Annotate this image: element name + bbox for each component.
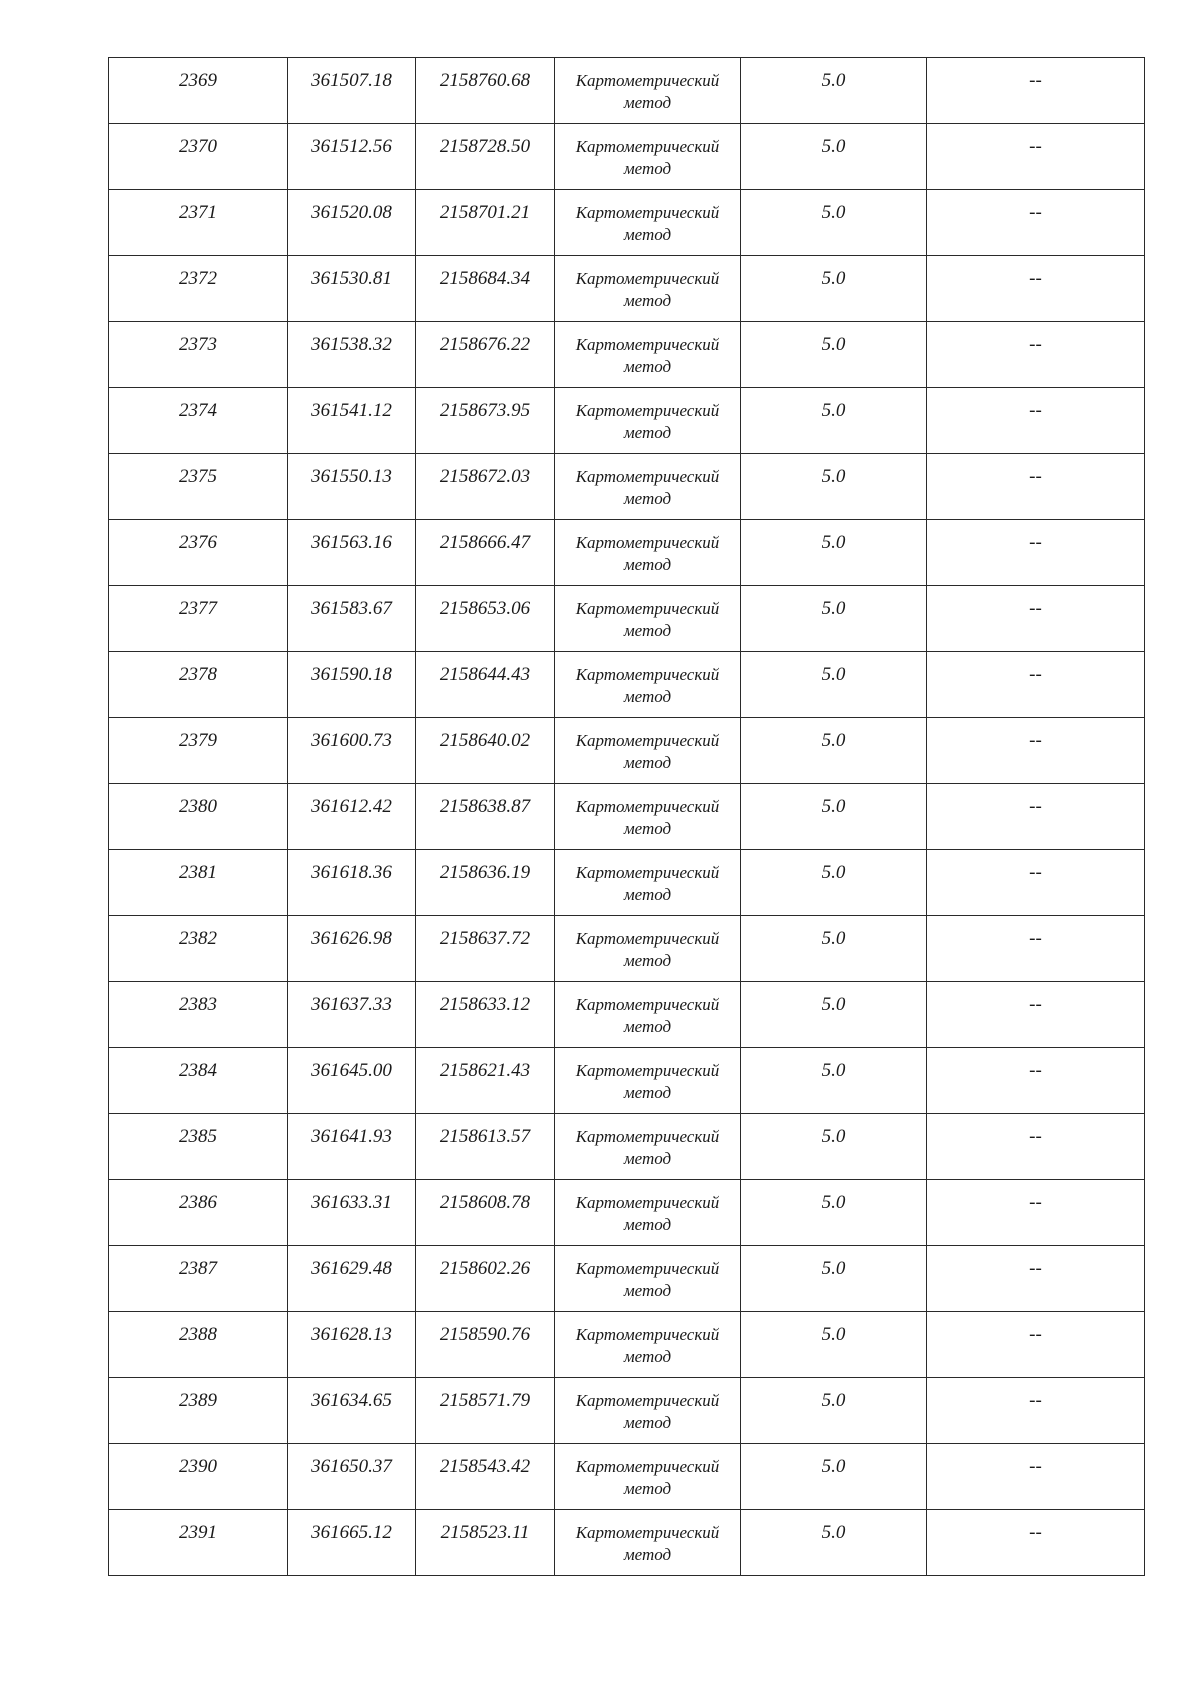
point-number-cell: 2371 bbox=[109, 190, 288, 256]
method-line-2: метод bbox=[623, 687, 672, 706]
point-number-cell: 2386 bbox=[109, 1180, 288, 1246]
method-line-1: Картометрический bbox=[575, 203, 720, 222]
method-line-1: Картометрический bbox=[575, 335, 720, 354]
method-cell bbox=[555, 1510, 741, 1576]
note-cell: -- bbox=[927, 1510, 1145, 1576]
point-number-cell: 2379 bbox=[109, 718, 288, 784]
note-cell: -- bbox=[927, 1246, 1145, 1312]
method-line-2: метод bbox=[623, 159, 672, 178]
method-line-2: метод bbox=[623, 555, 672, 574]
note-cell: -- bbox=[927, 982, 1145, 1048]
accuracy-cell: 5.0 bbox=[741, 982, 927, 1048]
x-coordinate-cell: 361583.67 bbox=[288, 586, 416, 652]
table-row bbox=[109, 520, 1145, 586]
table-row bbox=[109, 1114, 1145, 1180]
y-coordinate-cell: 2158644.43 bbox=[416, 652, 555, 718]
method-cell bbox=[555, 454, 741, 520]
y-coordinate-cell: 2158640.02 bbox=[416, 718, 555, 784]
method-line-2: метод bbox=[623, 1545, 672, 1564]
x-coordinate-cell: 361626.98 bbox=[288, 916, 416, 982]
note-cell: -- bbox=[927, 190, 1145, 256]
method-line-1: Картометрический bbox=[575, 1457, 720, 1476]
note-cell: -- bbox=[927, 1048, 1145, 1114]
note-cell: -- bbox=[927, 652, 1145, 718]
method-line-1: Картометрический bbox=[575, 731, 720, 750]
point-number-cell: 2382 bbox=[109, 916, 288, 982]
note-cell: -- bbox=[927, 1312, 1145, 1378]
point-number-cell: 2377 bbox=[109, 586, 288, 652]
y-coordinate-cell: 2158637.72 bbox=[416, 916, 555, 982]
method-line-1: Картометрический bbox=[575, 1259, 720, 1278]
x-coordinate-cell: 361618.36 bbox=[288, 850, 416, 916]
note-cell: -- bbox=[927, 124, 1145, 190]
point-number-cell: 2372 bbox=[109, 256, 288, 322]
accuracy-cell: 5.0 bbox=[741, 58, 927, 124]
note-cell: -- bbox=[927, 322, 1145, 388]
accuracy-cell: 5.0 bbox=[741, 388, 927, 454]
table-row bbox=[109, 454, 1145, 520]
x-coordinate-cell: 361520.08 bbox=[288, 190, 416, 256]
x-coordinate-cell: 361507.18 bbox=[288, 58, 416, 124]
note-cell: -- bbox=[927, 520, 1145, 586]
method-cell bbox=[555, 784, 741, 850]
method-line-1: Картометрический bbox=[575, 1061, 720, 1080]
method-line-1: Картометрический bbox=[575, 401, 720, 420]
method-line-1: Картометрический bbox=[575, 1127, 720, 1146]
table-row bbox=[109, 652, 1145, 718]
x-coordinate-cell: 361633.31 bbox=[288, 1180, 416, 1246]
table-body bbox=[109, 58, 1145, 1576]
point-number-cell: 2387 bbox=[109, 1246, 288, 1312]
method-cell bbox=[555, 916, 741, 982]
accuracy-cell: 5.0 bbox=[741, 322, 927, 388]
note-cell: -- bbox=[927, 586, 1145, 652]
note-cell: -- bbox=[927, 1378, 1145, 1444]
note-cell: -- bbox=[927, 454, 1145, 520]
note-cell: -- bbox=[927, 1114, 1145, 1180]
method-line-2: метод bbox=[623, 1281, 672, 1300]
point-number-cell: 2376 bbox=[109, 520, 288, 586]
method-line-1: Картометрический bbox=[575, 1523, 720, 1542]
accuracy-cell: 5.0 bbox=[741, 1048, 927, 1114]
y-coordinate-cell: 2158608.78 bbox=[416, 1180, 555, 1246]
accuracy-cell: 5.0 bbox=[741, 520, 927, 586]
note-cell: -- bbox=[927, 718, 1145, 784]
accuracy-cell: 5.0 bbox=[741, 1114, 927, 1180]
x-coordinate-cell: 361629.48 bbox=[288, 1246, 416, 1312]
method-line-1: Картометрический bbox=[575, 929, 720, 948]
point-number-cell: 2380 bbox=[109, 784, 288, 850]
method-line-2: метод bbox=[623, 423, 672, 442]
method-line-1: Картометрический bbox=[575, 269, 720, 288]
table-row bbox=[109, 124, 1145, 190]
accuracy-cell: 5.0 bbox=[741, 1444, 927, 1510]
method-line-2: метод bbox=[623, 1017, 672, 1036]
x-coordinate-cell: 361645.00 bbox=[288, 1048, 416, 1114]
point-number-cell: 2391 bbox=[109, 1510, 288, 1576]
method-line-2: метод bbox=[623, 819, 672, 838]
y-coordinate-cell: 2158571.79 bbox=[416, 1378, 555, 1444]
y-coordinate-cell: 2158523.11 bbox=[416, 1510, 555, 1576]
accuracy-cell: 5.0 bbox=[741, 1312, 927, 1378]
accuracy-cell: 5.0 bbox=[741, 124, 927, 190]
table-row bbox=[109, 1180, 1145, 1246]
table-row bbox=[109, 1048, 1145, 1114]
x-coordinate-cell: 361550.13 bbox=[288, 454, 416, 520]
accuracy-cell: 5.0 bbox=[741, 586, 927, 652]
point-number-cell: 2373 bbox=[109, 322, 288, 388]
method-line-2: метод bbox=[623, 1215, 672, 1234]
point-number-cell: 2385 bbox=[109, 1114, 288, 1180]
method-cell bbox=[555, 1444, 741, 1510]
method-cell bbox=[555, 652, 741, 718]
method-line-2: метод bbox=[623, 1479, 672, 1498]
accuracy-cell: 5.0 bbox=[741, 1378, 927, 1444]
table-row bbox=[109, 982, 1145, 1048]
y-coordinate-cell: 2158543.42 bbox=[416, 1444, 555, 1510]
method-line-1: Картометрический bbox=[575, 797, 720, 816]
method-cell bbox=[555, 322, 741, 388]
x-coordinate-cell: 361538.32 bbox=[288, 322, 416, 388]
method-cell bbox=[555, 1114, 741, 1180]
accuracy-cell: 5.0 bbox=[741, 652, 927, 718]
table-row bbox=[109, 1312, 1145, 1378]
y-coordinate-cell: 2158590.76 bbox=[416, 1312, 555, 1378]
point-number-cell: 2369 bbox=[109, 58, 288, 124]
method-cell bbox=[555, 982, 741, 1048]
method-line-1: Картометрический bbox=[575, 995, 720, 1014]
x-coordinate-cell: 361637.33 bbox=[288, 982, 416, 1048]
x-coordinate-cell: 361541.12 bbox=[288, 388, 416, 454]
x-coordinate-cell: 361628.13 bbox=[288, 1312, 416, 1378]
method-line-2: метод bbox=[623, 357, 672, 376]
method-line-1: Картометрический bbox=[575, 665, 720, 684]
method-line-2: метод bbox=[623, 1347, 672, 1366]
method-line-1: Картометрический bbox=[575, 533, 720, 552]
table-row bbox=[109, 916, 1145, 982]
x-coordinate-cell: 361512.56 bbox=[288, 124, 416, 190]
y-coordinate-cell: 2158684.34 bbox=[416, 256, 555, 322]
table-row bbox=[109, 256, 1145, 322]
accuracy-cell: 5.0 bbox=[741, 190, 927, 256]
note-cell: -- bbox=[927, 256, 1145, 322]
y-coordinate-cell: 2158728.50 bbox=[416, 124, 555, 190]
y-coordinate-cell: 2158621.43 bbox=[416, 1048, 555, 1114]
method-line-1: Картометрический bbox=[575, 1193, 720, 1212]
method-line-1: Картометрический bbox=[575, 863, 720, 882]
table-row bbox=[109, 850, 1145, 916]
accuracy-cell: 5.0 bbox=[741, 1180, 927, 1246]
point-number-cell: 2374 bbox=[109, 388, 288, 454]
note-cell: -- bbox=[927, 850, 1145, 916]
accuracy-cell: 5.0 bbox=[741, 784, 927, 850]
method-line-2: метод bbox=[623, 93, 672, 112]
y-coordinate-cell: 2158666.47 bbox=[416, 520, 555, 586]
method-line-1: Картометрический bbox=[575, 71, 720, 90]
method-line-1: Картометрический bbox=[575, 599, 720, 618]
method-cell bbox=[555, 124, 741, 190]
method-cell bbox=[555, 190, 741, 256]
y-coordinate-cell: 2158602.26 bbox=[416, 1246, 555, 1312]
x-coordinate-cell: 361634.65 bbox=[288, 1378, 416, 1444]
table-row bbox=[109, 1510, 1145, 1576]
method-line-2: метод bbox=[623, 291, 672, 310]
x-coordinate-cell: 361650.37 bbox=[288, 1444, 416, 1510]
x-coordinate-cell: 361590.18 bbox=[288, 652, 416, 718]
method-line-1: Картометрический bbox=[575, 467, 720, 486]
accuracy-cell: 5.0 bbox=[741, 1510, 927, 1576]
method-line-2: метод bbox=[623, 885, 672, 904]
accuracy-cell: 5.0 bbox=[741, 256, 927, 322]
note-cell: -- bbox=[927, 784, 1145, 850]
x-coordinate-cell: 361665.12 bbox=[288, 1510, 416, 1576]
x-coordinate-cell: 361563.16 bbox=[288, 520, 416, 586]
method-cell bbox=[555, 718, 741, 784]
method-cell bbox=[555, 1378, 741, 1444]
y-coordinate-cell: 2158760.68 bbox=[416, 58, 555, 124]
method-cell bbox=[555, 1048, 741, 1114]
table-row bbox=[109, 190, 1145, 256]
y-coordinate-cell: 2158613.57 bbox=[416, 1114, 555, 1180]
x-coordinate-cell: 361600.73 bbox=[288, 718, 416, 784]
table-row bbox=[109, 1246, 1145, 1312]
method-line-2: метод bbox=[623, 1083, 672, 1102]
note-cell: -- bbox=[927, 388, 1145, 454]
y-coordinate-cell: 2158638.87 bbox=[416, 784, 555, 850]
y-coordinate-cell: 2158673.95 bbox=[416, 388, 555, 454]
coordinates-table bbox=[108, 57, 1145, 1576]
y-coordinate-cell: 2158636.19 bbox=[416, 850, 555, 916]
method-line-2: метод bbox=[623, 951, 672, 970]
method-line-2: метод bbox=[623, 1149, 672, 1168]
point-number-cell: 2378 bbox=[109, 652, 288, 718]
y-coordinate-cell: 2158676.22 bbox=[416, 322, 555, 388]
table-row bbox=[109, 58, 1145, 124]
table-row bbox=[109, 1444, 1145, 1510]
method-line-2: метод bbox=[623, 225, 672, 244]
method-cell bbox=[555, 1312, 741, 1378]
point-number-cell: 2390 bbox=[109, 1444, 288, 1510]
method-line-2: метод bbox=[623, 489, 672, 508]
method-line-1: Картометрический bbox=[575, 1325, 720, 1344]
method-line-2: метод bbox=[623, 621, 672, 640]
method-line-1: Картометрический bbox=[575, 137, 720, 156]
point-number-cell: 2384 bbox=[109, 1048, 288, 1114]
point-number-cell: 2388 bbox=[109, 1312, 288, 1378]
accuracy-cell: 5.0 bbox=[741, 454, 927, 520]
x-coordinate-cell: 361612.42 bbox=[288, 784, 416, 850]
table-row bbox=[109, 718, 1145, 784]
point-number-cell: 2375 bbox=[109, 454, 288, 520]
method-cell bbox=[555, 58, 741, 124]
x-coordinate-cell: 361530.81 bbox=[288, 256, 416, 322]
accuracy-cell: 5.0 bbox=[741, 718, 927, 784]
note-cell: -- bbox=[927, 916, 1145, 982]
table-row bbox=[109, 322, 1145, 388]
method-cell bbox=[555, 256, 741, 322]
point-number-cell: 2370 bbox=[109, 124, 288, 190]
method-cell bbox=[555, 1180, 741, 1246]
method-cell bbox=[555, 586, 741, 652]
note-cell: -- bbox=[927, 1444, 1145, 1510]
method-line-2: метод bbox=[623, 753, 672, 772]
note-cell: -- bbox=[927, 1180, 1145, 1246]
method-line-1: Картометрический bbox=[575, 1391, 720, 1410]
point-number-cell: 2389 bbox=[109, 1378, 288, 1444]
method-cell bbox=[555, 388, 741, 454]
accuracy-cell: 5.0 bbox=[741, 916, 927, 982]
table-row bbox=[109, 586, 1145, 652]
accuracy-cell: 5.0 bbox=[741, 850, 927, 916]
x-coordinate-cell: 361641.93 bbox=[288, 1114, 416, 1180]
table-row bbox=[109, 1378, 1145, 1444]
note-cell: -- bbox=[927, 58, 1145, 124]
point-number-cell: 2381 bbox=[109, 850, 288, 916]
y-coordinate-cell: 2158633.12 bbox=[416, 982, 555, 1048]
point-number-cell: 2383 bbox=[109, 982, 288, 1048]
y-coordinate-cell: 2158672.03 bbox=[416, 454, 555, 520]
table-row bbox=[109, 784, 1145, 850]
accuracy-cell: 5.0 bbox=[741, 1246, 927, 1312]
method-cell bbox=[555, 850, 741, 916]
table-row bbox=[109, 388, 1145, 454]
method-cell bbox=[555, 1246, 741, 1312]
method-line-2: метод bbox=[623, 1413, 672, 1432]
method-cell bbox=[555, 520, 741, 586]
y-coordinate-cell: 2158653.06 bbox=[416, 586, 555, 652]
y-coordinate-cell: 2158701.21 bbox=[416, 190, 555, 256]
